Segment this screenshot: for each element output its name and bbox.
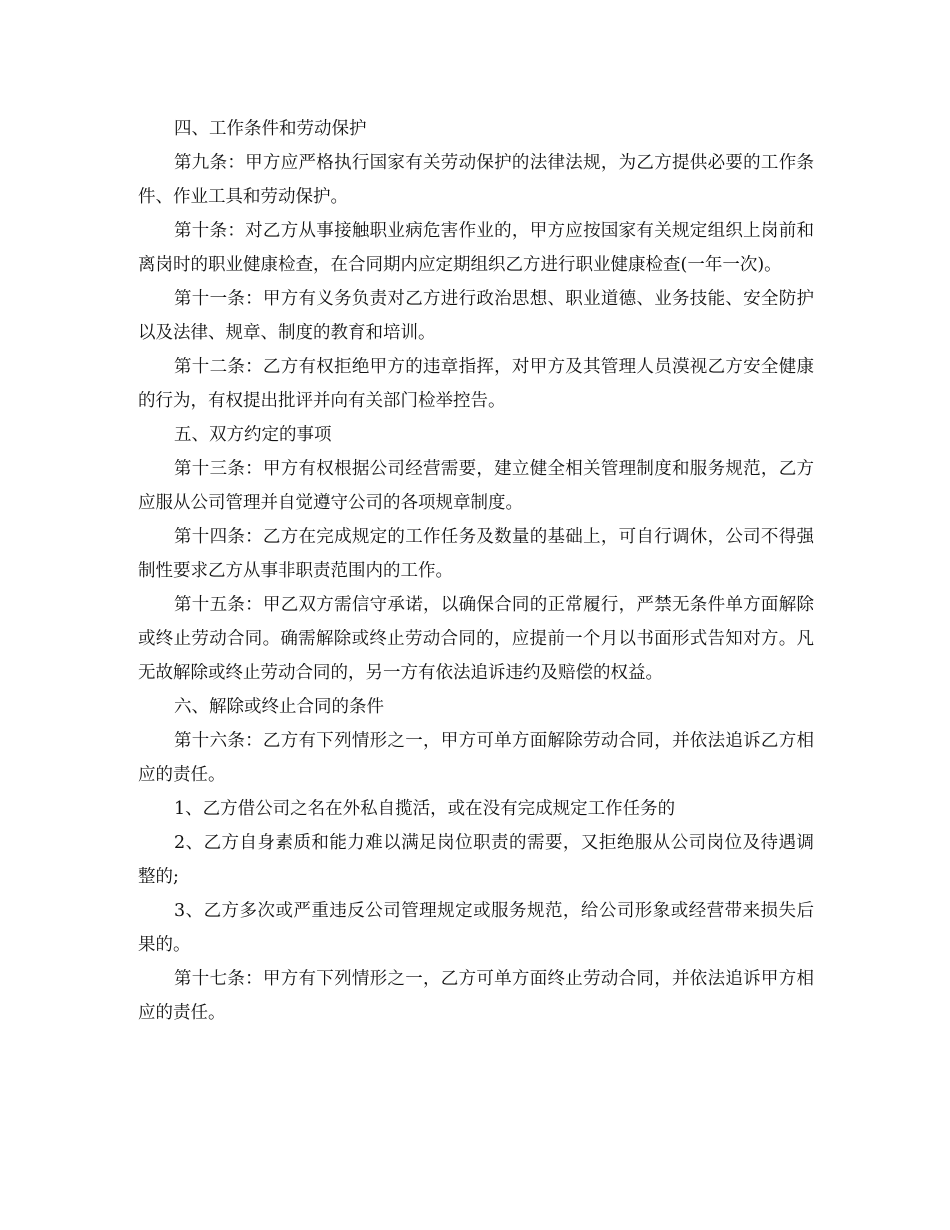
- list-item-3: 3、乙方多次或严重违反公司管理规定或服务规范，给公司形象或经营带来损失后果的。: [138, 901, 814, 955]
- document-page: [138, 112, 814, 1030]
- article-11: 第十一条：甲方有义务负责对乙方进行政治思想、职业道德、业务技能、安全防护以及法律、规章、制度的教育和培训。: [138, 289, 814, 343]
- section-heading-4: 四、工作条件和劳动保护: [174, 119, 367, 139]
- article-15: 第十五条：甲乙双方需信守承诺，以确保合同的正常履行，严禁无条件单方面解除或终止劳动合同。确需解除或终止劳动合同的，应提前一个月以书面形式告知对方。凡无故解除或终止劳动合同的，另一方有依法追诉违约及赔偿的权益。: [138, 595, 814, 683]
- list-item-2: 2、乙方自身素质和能力难以满足岗位职责的需要，又拒绝服从公司岗位及待遇调整的;: [138, 833, 814, 887]
- list-item-1: 1、乙方借公司之名在外私自揽活，或在没有完成规定工作任务的: [174, 799, 676, 819]
- article-13: 第十三条：甲方有权根据公司经营需要，建立健全相关管理制度和服务规范，乙方应服从公司管理并自觉遵守公司的各项规章制度。: [138, 459, 814, 513]
- article-10: 第十条：对乙方从事接触职业病危害作业的，甲方应按国家有关规定组织上岗前和离岗时的职业健康检查，在合同期内应定期组织乙方进行职业健康检查(一年一次)。: [138, 221, 814, 275]
- section-heading-5: 五、双方约定的事项: [174, 425, 332, 445]
- article-16: 第十六条：乙方有下列情形之一，甲方可单方面解除劳动合同，并依法追诉乙方相应的责任。: [138, 731, 814, 785]
- article-17: 第十七条：甲方有下列情形之一，乙方可单方面终止劳动合同，并依法追诉甲方相应的责任。: [138, 969, 814, 1023]
- article-12: 第十二条：乙方有权拒绝甲方的违章指挥，对甲方及其管理人员漠视乙方安全健康的行为，有权提出批评并向有关部门检举控告。: [138, 357, 814, 411]
- article-14: 第十四条：乙方在完成规定的工作任务及数量的基础上，可自行调休，公司不得强制性要求乙方从事非职责范围内的工作。: [138, 527, 814, 581]
- section-heading-6: 六、解除或终止合同的条件: [174, 697, 384, 717]
- article-9: 第九条：甲方应严格执行国家有关劳动保护的法律法规，为乙方提供必要的工作条件、作业工具和劳动保护。: [138, 153, 814, 207]
